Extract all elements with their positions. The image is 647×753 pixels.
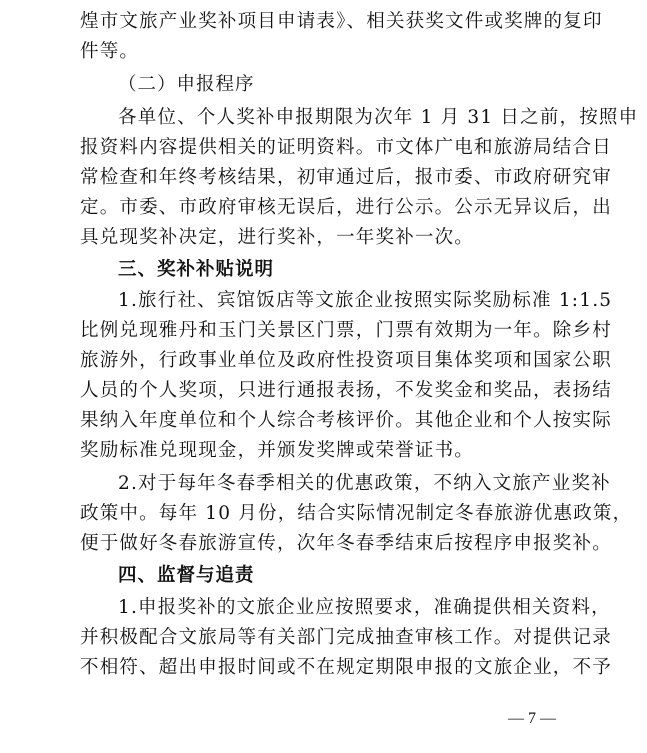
paragraph-line: 2.对于每年冬春季相关的优惠政策，不纳入文旅产业奖补 (118, 473, 611, 494)
paragraph-line: 不相符、超出申报时间或不在规定期限申报的文旅企业，不予 (80, 657, 612, 678)
section-heading-subsidy-notes: 三、奖补补贴说明 (118, 259, 275, 280)
paragraph-line: 政策中。每年 10 月份，结合实际情况制定冬春旅游优惠政策， (80, 503, 633, 524)
paragraph-line: 果纳入年度单位和个人综合考核评价。其他企业和个人按实际 (80, 410, 612, 431)
paragraph-line: 具兑现奖补决定，进行奖补，一年奖补一次。 (80, 227, 475, 248)
section-heading-supervision: 四、监督与追责 (118, 565, 255, 586)
paragraph-line: 定。市委、市政府审核无误后，进行公示。公示无异议后，出 (80, 197, 612, 218)
paragraph-line: 便于做好冬春旅游宣传，次年冬春季结束后按程序申报奖补。 (80, 533, 612, 554)
page-number: — 7 — (508, 710, 556, 727)
paragraph-line: 旅游外，行政事业单位及政府性投资项目集体奖项和国家公职 (80, 350, 612, 371)
paragraph-line: 奖励标准兑现现金，并颁发奖牌或荣誉证书。 (80, 440, 475, 461)
paragraph-line: 件等。 (80, 41, 140, 62)
paragraph-line: 1.申报奖补的文旅企业应按照要求，准确提供相关资料， (118, 597, 611, 618)
paragraph-line: 报资料内容提供相关的证明资料。市文体广电和旅游局结合日 (80, 137, 612, 158)
paragraph-line: 人员的个人奖项，只进行通报表扬，不发奖金和奖品，表扬结 (80, 380, 612, 401)
paragraph-line: 煌市文旅产业奖补项目申请表》、相关获奖文件或奖牌的复印 (80, 11, 603, 32)
paragraph-line: 常检查和年终考核结果，初审通过后，报市委、市政府研究审 (80, 167, 612, 188)
paragraph-line: 并积极配合文旅局等有关部门完成抽查审核工作。对提供记录 (80, 627, 612, 648)
paragraph-line: 比例兑现雅丹和玉门关景区门票，门票有效期为一年。除乡村 (80, 320, 612, 341)
paragraph-line: 各单位、个人奖补申报期限为次年 1 月 31 日之前，按照申 (118, 107, 639, 128)
paragraph-line: 1.旅行社、宾馆饭店等文旅企业按照实际奖励标准 1:1.5 (118, 290, 613, 311)
sub-heading-application-procedure: （二）申报程序 (118, 74, 255, 95)
